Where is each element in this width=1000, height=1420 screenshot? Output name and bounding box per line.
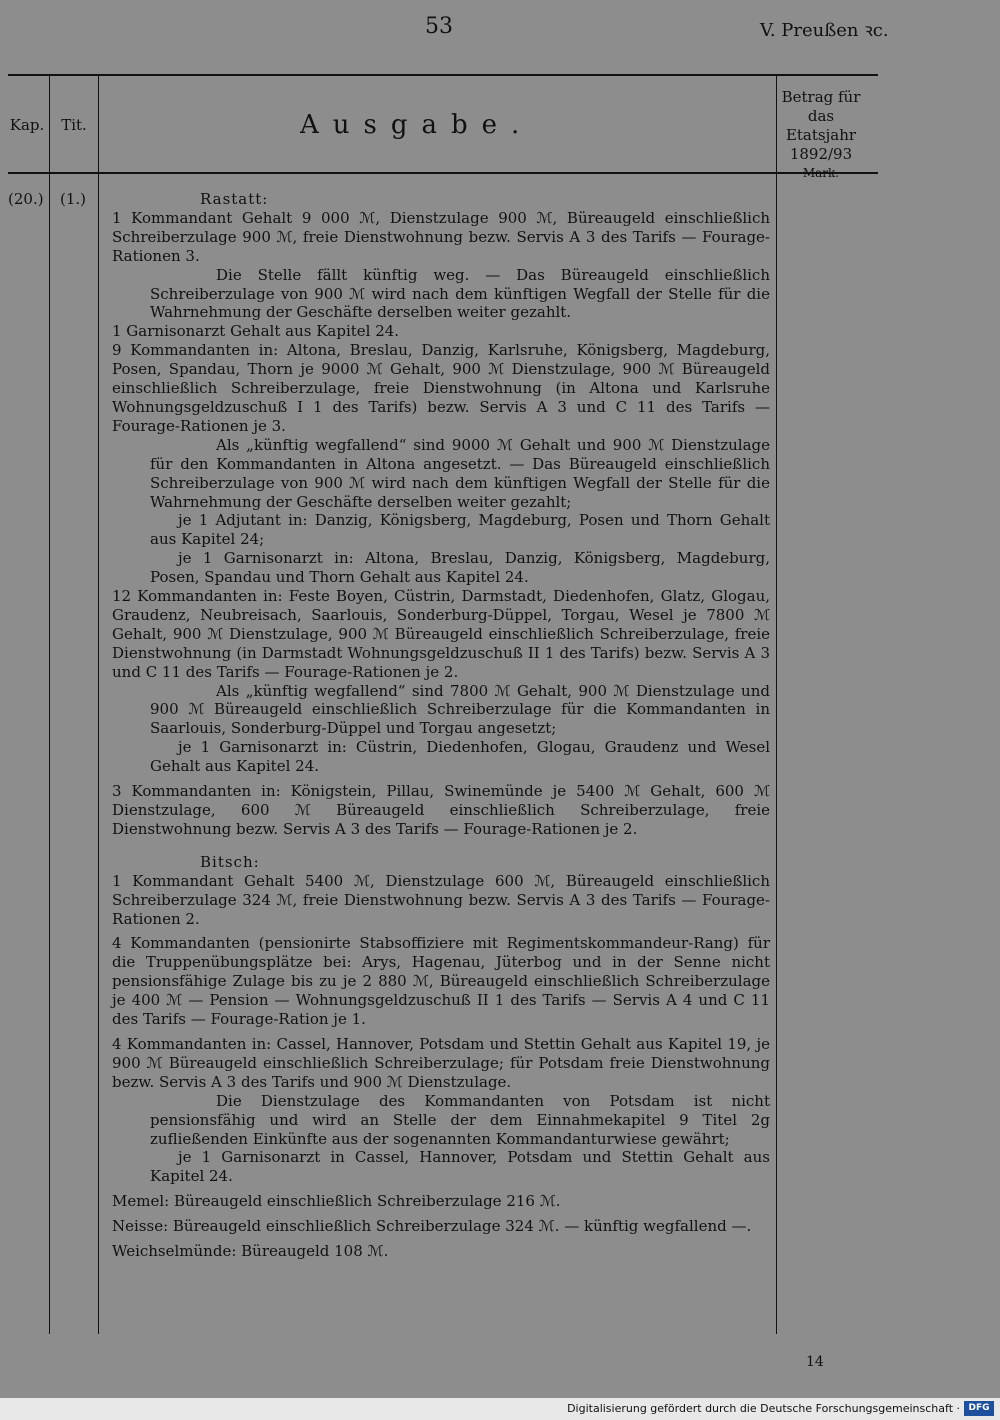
- kap-value: (20.): [8, 190, 44, 208]
- paragraph: Die Dienstzulage des Kommandanten von Potsdam ist nicht pensionsfähig und wird an Stelle der dem Einnahmekapitel 9 Titel 2g zufließenden Einkünfte aus der sogenannten Kommandanturwiese gewährt;: [150, 1091, 770, 1148]
- paragraph: 3 Kommandanten in: Königstein, Pillau, Swinemünde je 5400 ℳ Gehalt, 600 ℳ Dienstzulage, 600 ℳ Büreaugeld einschließlich Schreiberzulage, freie Dienstwohnung bezw. Servis A 3 des Tarifs — Fourage-Rationen je 2.: [112, 782, 770, 838]
- section-heading-rastatt: Rastatt:: [200, 190, 269, 208]
- paragraph: Neisse: Büreaugeld einschließlich Schreiberzulage 324 ℳ. — künftig wegfallend —.: [112, 1217, 752, 1236]
- header-bottom-rule: [8, 172, 878, 174]
- column-divider-kap: [49, 74, 50, 1334]
- amount-header-line1: Betrag für: [781, 88, 861, 106]
- paragraph: Weichselmünde: Büreaugeld 108 ℳ.: [112, 1242, 389, 1261]
- column-divider-tit: [98, 74, 99, 1334]
- digitization-footer: [0, 1398, 1000, 1420]
- paragraph: Als „künftig wegfallend“ sind 9000 ℳ Gehalt und 900 ℳ Dienstzulage für den Kommandanten in Altona angesetzt. — Das Büreaugeld einschließlich Schreiberzulage von 900 ℳ wird nach dem künftigen Wegfall der Stelle für die Wahrnehmung der Geschäfte derselben weiter gezahlt;: [150, 435, 770, 511]
- paragraph: 9 Kommandanten in: Altona, Breslau, Danzig, Karlsruhe, Königsberg, Magdeburg, Posen, Spandau, Thorn je 9000 ℳ Gehalt, 900 ℳ Dienstzulage, 900 ℳ Büreaugeld einschließlich Schreiberzulage, freie Dienstwohnung (in Altona und Karlsruhe Wohnungsgeldzuschuß I 1 des Tarifs) bezw. Servis A 3 und C 11 des Tarifs — Fourage-Rationen je 3.: [112, 341, 770, 435]
- amount-unit: Mark.: [802, 166, 840, 180]
- footer-text: Digitalisierung gefördert durch die Deutsche Forschungsgemeinschaft ·: [567, 1402, 960, 1415]
- paragraph: 1 Kommandant Gehalt 5400 ℳ, Dienstzulage 600 ℳ, Büreaugeld einschließlich Schreiberzulage 324 ℳ, freie Dienstwohnung bezw. Servis A 3 des Tarifs — Fourage-Rationen 2.: [112, 871, 770, 928]
- running-title: V. Preußen ꝛc.: [760, 20, 889, 41]
- paragraph: je 1 Garnisonarzt in: Altona, Breslau, Danzig, Königsberg, Magdeburg, Posen, Spandau und Thorn Gehalt aus Kapitel 24.: [150, 549, 770, 587]
- paragraph: je 1 Garnisonarzt in: Cüstrin, Diedenhofen, Glogau, Graudenz und Wesel Gehalt aus Kapitel 24.: [150, 738, 770, 776]
- paragraph: je 1 Garnisonarzt in Cassel, Hannover, Potsdam und Stettin Gehalt aus Kapitel 24.: [150, 1148, 770, 1186]
- column-header-kap: Kap.: [9, 116, 45, 134]
- paragraph: je 1 Adjutant in: Danzig, Königsberg, Magdeburg, Posen und Thorn Gehalt aus Kapitel 24;: [150, 511, 770, 549]
- paragraph: 12 Kommandanten in: Feste Boyen, Cüstrin, Darmstadt, Diedenhofen, Glatz, Glogau, Graudenz, Neubreisach, Saarlouis, Sonderburg-Düppel, Torgau, Wesel je 7800 ℳ Gehalt, 900 ℳ Dienstzulage, 900 ℳ Büreaugeld einschließlich Schreiberzulage, freie Dienstwohnung (in Darmstadt Wohnungsgeldzuschuß II 1 des Tarifs) bezw. Servis A 3 und C 11 des Tarifs — Fourage-Rationen je 2.: [112, 587, 770, 681]
- expenditure-text: [112, 190, 770, 1261]
- paragraph: 4 Kommandanten (pensionirte Stabsoffiziere mit Regimentskommandeur-Rang) für die Truppenübungsplätze bei: Arys, Hagenau, Jüterbog und in der Senne nicht pensionsfähige Zulage bis zu je 2 880 ℳ, Büreaugeld einschließlich Schreiberzulage je 400 ℳ — Pension — Wohnungsgeldzuschuß II 1 des Tarifs — Servis A 4 und C 11 des Tarifs — Fourage-Ration je 1.: [112, 934, 770, 1029]
- paragraph: Als „künftig wegfallend“ sind 7800 ℳ Gehalt, 900 ℳ Dienstzulage und 900 ℳ Büreaugeld einschließlich Schreiberzulage für die Kommandanten in Saarlouis, Sonderburg-Düppel und Torgau angesetzt;: [150, 681, 770, 738]
- section-heading-bitsch: Bitsch:: [200, 852, 260, 871]
- paragraph: Memel: Büreaugeld einschließlich Schreiberzulage 216 ℳ.: [112, 1192, 561, 1211]
- amount-header-line3: 1892/93: [789, 145, 853, 163]
- paragraph: 1 Garnisonarzt Gehalt aus Kapitel 24.: [112, 322, 400, 341]
- dfg-logo-icon: DFG: [964, 1401, 994, 1416]
- sheet-number: 14: [806, 1354, 824, 1370]
- paragraph: 1 Kommandant Gehalt 9 000 ℳ, Dienstzulage 900 ℳ, Büreaugeld einschließlich Schreiberzulage 900 ℳ, freie Dienstwohnung bezw. Servis A 3 des Tarifs — Fourage-Rationen 3.: [112, 208, 770, 265]
- paragraph: 4 Kommandanten in: Cassel, Hannover, Potsdam und Stettin Gehalt aus Kapitel 19, je 900 ℳ Büreaugeld einschließlich Schreiberzulage; für Potsdam freie Dienstwohnung bezw. Servis A 3 des Tarifs und 900 ℳ Dienstzulage.: [112, 1034, 770, 1091]
- paragraph: Die Stelle fällt künftig weg. — Das Büreaugeld einschließlich Schreiberzulage von 900 ℳ wird nach dem künftigen Wegfall der Stelle für die Wahrnehmung der Geschäfte derselben weiter gezahlt.: [150, 265, 770, 322]
- column-divider-amount: [776, 74, 777, 1334]
- top-rule: [8, 74, 878, 76]
- table-title: Ausgabe.: [300, 110, 534, 140]
- column-header-tit: Tit.: [61, 116, 87, 134]
- amount-column-header: [780, 88, 862, 183]
- tit-value: (1.): [60, 190, 87, 208]
- page-number: 53: [425, 14, 453, 39]
- amount-header-line2: das Etatsjahr: [785, 107, 857, 144]
